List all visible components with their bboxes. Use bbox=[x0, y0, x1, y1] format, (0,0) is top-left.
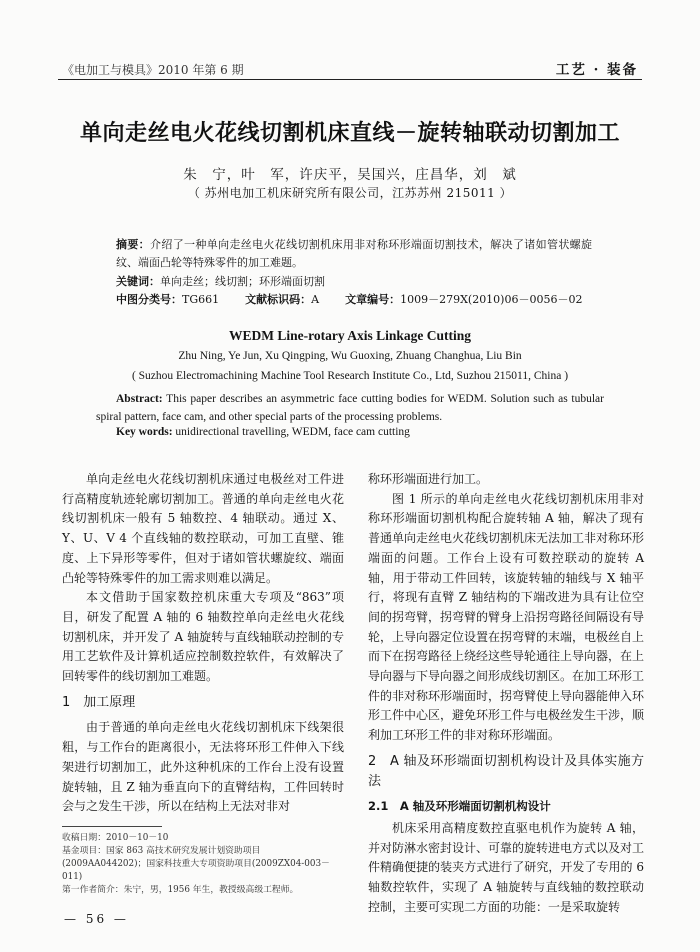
section-header: 工艺 · 装备 bbox=[555, 62, 638, 78]
affiliation: （ 苏州电加工机床研究所有限公司，江苏苏州 215011 ） bbox=[187, 186, 513, 200]
header-rule bbox=[58, 79, 642, 80]
section-1-heading: 1 加工原理 bbox=[62, 694, 136, 710]
footnotes bbox=[62, 832, 344, 897]
page-number: — 56 — bbox=[64, 912, 129, 926]
right-paragraph-0: 称环形端面进行加工。 bbox=[368, 472, 489, 486]
doc-value: A bbox=[311, 293, 320, 306]
english-title: WEDM Line-rotary Axis Linkage Cutting bbox=[228, 328, 471, 343]
section-2-heading: 2 A 轴及环形端面切割机构设计及具体实施方法 bbox=[368, 753, 644, 789]
clc-label: 中图分类号： bbox=[116, 293, 182, 306]
abstract-cn-text: 介绍了一种单向走丝电火花线切割机床用非对称环形端面切割技术，解决了诸如管状螺旋纹、端面凸轮等特殊零件的加工难题。 bbox=[116, 238, 593, 269]
subsection-2-1-heading: 2.1 A 轴及环形端面切割机构设计 bbox=[368, 799, 551, 814]
english-abstract-text: This paper describes an asymmetric face cutting bodies for WEDM. Solution such as tubular spiral pattern, face cam, and other special parts of the processing problems. bbox=[96, 393, 604, 423]
english-keywords-text: unidirectional travelling, WEDM, face cam cutting bbox=[175, 426, 410, 438]
left-column bbox=[62, 470, 344, 817]
english-abstract bbox=[96, 390, 604, 426]
keywords-cn-text: 单向走丝；线切割；环形端面切割 bbox=[160, 275, 325, 288]
paper-title: 单向走丝电火花线切割机床直线－旋转轴联动切割加工 bbox=[79, 121, 620, 146]
english-keywords-label: Key words: bbox=[116, 426, 173, 438]
clc-value: TG661 bbox=[182, 293, 220, 306]
keywords-cn bbox=[116, 273, 325, 289]
english-abstract-label: Abstract: bbox=[116, 393, 163, 405]
left-paragraph-3: 由于普通的单向走丝电火花线切割机床下线架很粗，与工作台的距离很小，无法将环形工件伸入下线架进行切割加工，此外这种机床的工作台上没有设置旋转轴，且 Z 轴为垂直向下的直臂结构，工件回转时会与之发生干涉，所以在结构上无法对非对 bbox=[62, 720, 344, 814]
footnote-rule bbox=[62, 826, 162, 827]
journal-header: 《电加工与模具》2010 年第 6 期 bbox=[62, 63, 244, 77]
authors: 朱 宁，叶 军，许庆平，吴国兴，庄昌华，刘 斌 bbox=[183, 167, 517, 183]
footnote-fund: 基金项目：国家 863 高技术研究发展计划资助项目(2009AA044202)；国家科技重大专项资助项目(2009ZX04-003－011) bbox=[62, 846, 330, 882]
left-paragraph-2: 本文借助于国家数控机床重大专项及“863”项目，研发了配置 A 轴的 6 轴数控单向走丝电火花线切割机床，并开发了 A 轴旋转与直线轴联动控制的专用工艺软件及计算机适应控制数控软件，有效解决了回转零件的线切割加工难题。 bbox=[62, 590, 344, 684]
right-paragraph-2: 机床采用高精度数控直驱电机作为旋转 A 轴，并对防淋水密封设计、可靠的旋转进电方式以及对工件精确便捷的装夹方式进行了研究，开发了专用的 6 轴数控软件，实现了 A 轴旋转与直线轴的数控联动控制，主要可实现二方面的功能：一是采取旋转 bbox=[368, 820, 645, 914]
doc-label: 文献标识码： bbox=[245, 293, 312, 306]
right-column bbox=[368, 470, 644, 917]
left-paragraph-1: 单向走丝电火花线切割机床通过电极丝对工件进行高精度轨迹轮廓切割加工。普通的单向走丝电火花线切割机床一般有 5 轴数控、4 轴联动。通过 X、Y、U、V 4 个直线轴的数控联动，可加工直壁、锥度、上下异形等零件，但对于诸如管状螺旋纹、端面凸轮等特殊零件的加工需求则难以满足。 bbox=[62, 472, 344, 585]
footnote-author: 第一作者简介：朱宁，男，1956 年生，教授级高级工程师。 bbox=[62, 885, 299, 895]
right-paragraph-1: 图 1 所示的单向走丝电火花线切割机床用非对称环形端面切割机构配合旋转轴 A 轴，解决了现有普通单向走丝电火花线切割机床无法加工非对称环形端面的问题。工作台上设有可数控联动的旋转 A 轴，用于带动工件回转，该旋转轴的轴线与 X 轴平行，将现有直臂 Z 轴结构的下端改进为具有让位空间的拐弯臂，拐弯臂的臂身上沿拐弯路径间隔设有导轮，上导向器定位设置在拐弯臂的末端，电极丝自上而下在拐弯路径上绕经这些导轮通往上导向器，在上导向器与下导向器之间形成线切割区。在加工环形工件的非对称环形端面时，拐弯臂使上导向器能伸入环形工件中心区，避免环形工件与电极丝发生干涉，顺利加工环形工件的非对称环形端面。 bbox=[368, 491, 645, 743]
classification-line bbox=[116, 291, 582, 307]
footnote-received: 收稿日期：2010－10－10 bbox=[62, 833, 169, 843]
english-affiliation: ( Suzhou Electromachining Machine Tool Research Institute Co., Ltd, Suzhou 215011, China ) bbox=[131, 370, 569, 382]
abstract-cn bbox=[116, 236, 592, 272]
english-keywords bbox=[116, 426, 410, 438]
keywords-cn-label: 关键词： bbox=[116, 275, 160, 288]
abstract-cn-label: 摘要： bbox=[116, 238, 151, 251]
article-label: 文章编号： bbox=[345, 293, 401, 306]
article-value: 1009－279X(2010)06－0056－02 bbox=[400, 293, 583, 306]
english-authors: Zhu Ning, Ye Jun, Xu Qingping, Wu Guoxing, Zhuang Changhua, Liu Bin bbox=[178, 350, 522, 362]
